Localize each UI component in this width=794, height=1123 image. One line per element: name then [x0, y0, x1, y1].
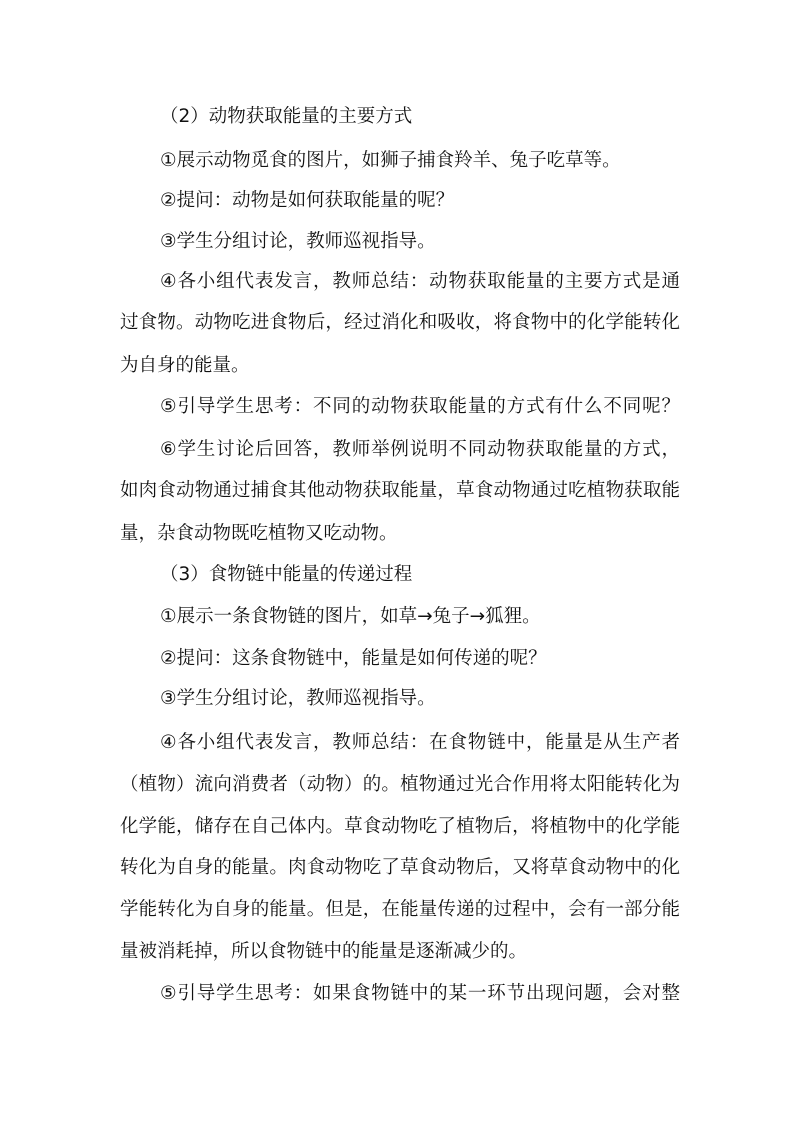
paragraph-line: ②提问：动物是如何获取能量的呢？: [160, 190, 455, 211]
paragraph-line: 为自身的能量。: [120, 355, 250, 376]
section-heading-3: （3）食物链中能量的传递过程: [160, 564, 413, 585]
paragraph-line: ①展示一条食物链的图片，如草→兔子→狐狸。: [160, 606, 541, 627]
paragraph-line: 学能转化为自身的能量。但是，在能量传递的过程中，会有一部分能: [120, 899, 680, 920]
section-heading-2: （2）动物获取能量的主要方式: [160, 106, 413, 127]
paragraph-line: ④各小组代表发言，教师总结：在食物链中，能量是从生产者: [160, 732, 680, 753]
paragraph-line: 量被消耗掉，所以食物链中的能量是逐渐减少的。: [120, 941, 528, 962]
paragraph-line: ⑤引导学生思考：不同的动物获取能量的方式有什么不同呢？: [160, 396, 680, 417]
paragraph-line: （植物）流向消费者（动物）的。植物通过光合作用将太阳能转化为: [120, 774, 680, 795]
paragraph-line: ②提问：这条食物链中，能量是如何传递的呢？: [160, 648, 547, 669]
paragraph-line: ④各小组代表发言，教师总结：动物获取能量的主要方式是通: [160, 271, 680, 292]
paragraph-line: ③学生分组讨论，教师巡视指导。: [160, 231, 436, 252]
paragraph-line: ⑥学生讨论后回答，教师举例说明不同动物获取能量的方式，: [160, 439, 680, 460]
paragraph-line: 过食物。动物吃进食物后，经过消化和吸收，将食物中的化学能转化: [120, 312, 680, 333]
paragraph-line: 如肉食动物通过捕食其他动物获取能量，草食动物通过吃植物获取能: [120, 480, 680, 501]
paragraph-line: 转化为自身的能量。肉食动物吃了草食动物后，又将草食动物中的化: [120, 857, 680, 878]
paragraph-line: ③学生分组讨论，教师巡视指导。: [160, 688, 436, 709]
paragraph-line: 量，杂食动物既吃植物又吃动物。: [120, 523, 398, 544]
paragraph-line: 化学能，储存在自己体内。草食动物吃了植物后，将植物中的化学能: [120, 816, 680, 837]
paragraph-line: ⑤引导学生思考：如果食物链中的某一环节出现问题，会对整: [160, 983, 680, 1004]
paragraph-line: ①展示动物觅食的图片，如狮子捕食羚羊、兔子吃草等。: [160, 150, 621, 171]
